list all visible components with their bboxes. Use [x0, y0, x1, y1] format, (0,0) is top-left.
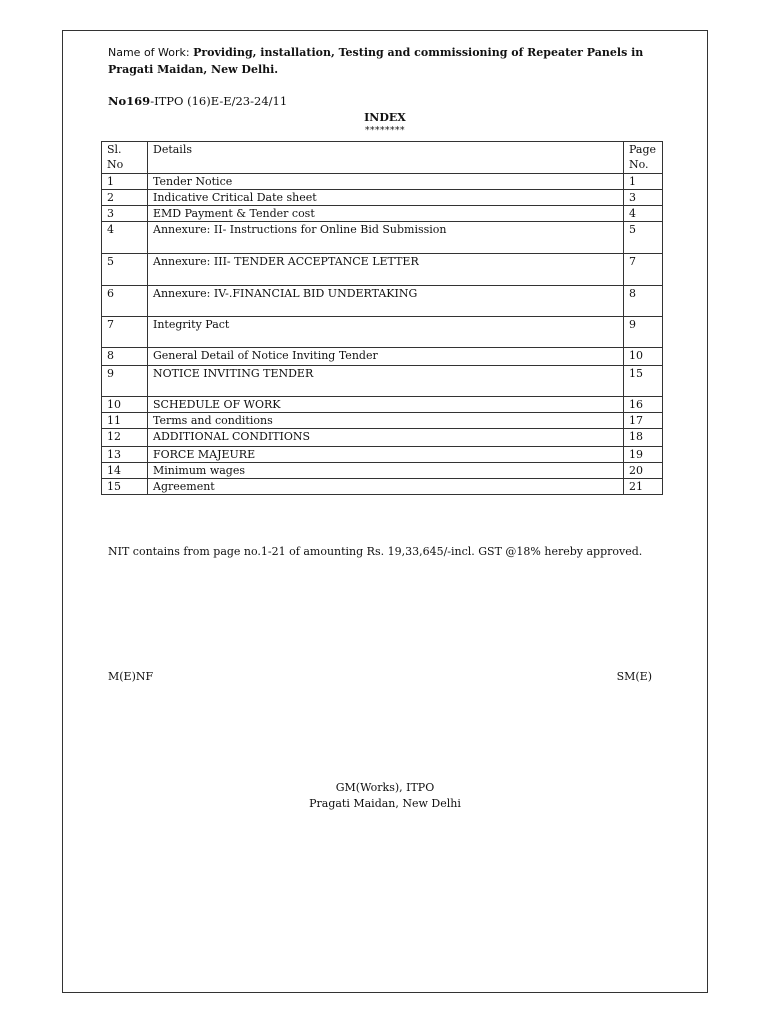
- signature-right: SM(E): [616, 670, 652, 683]
- index-table: [101, 141, 663, 495]
- table-row: [102, 348, 663, 366]
- row-details: Annexure: IV-.FINANCIAL BID UNDERTAKING: [148, 286, 624, 317]
- row-details: NOTICE INVITING TENDER: [148, 366, 624, 397]
- row-sl: 9: [102, 366, 148, 397]
- table-row: [102, 479, 663, 495]
- document-page: [62, 30, 708, 993]
- row-sl: 11: [102, 413, 148, 429]
- row-details: FORCE MAJEURE: [148, 447, 624, 463]
- table-row: [102, 317, 663, 348]
- table-row: [102, 447, 663, 463]
- row-sl: 10: [102, 397, 148, 413]
- signature-center: [63, 780, 707, 812]
- row-page: 19: [624, 447, 663, 463]
- row-sl: 14: [102, 463, 148, 479]
- row-page: 17: [624, 413, 663, 429]
- row-page: 9: [624, 317, 663, 348]
- row-details: EMD Payment & Tender cost: [148, 206, 624, 222]
- row-sl: 8: [102, 348, 148, 366]
- signature-center-line1: GM(Works), ITPO: [335, 781, 435, 794]
- row-page: 4: [624, 206, 663, 222]
- table-row: [102, 366, 663, 397]
- row-page: 1: [624, 174, 663, 190]
- row-details: ADDITIONAL CONDITIONS: [148, 429, 624, 447]
- table-row: [102, 286, 663, 317]
- index-stars: ********: [365, 126, 405, 136]
- index-title: INDEX: [364, 111, 406, 124]
- row-page: 8: [624, 286, 663, 317]
- row-details: Terms and conditions: [148, 413, 624, 429]
- table-row: [102, 429, 663, 447]
- row-details: Tender Notice: [148, 174, 624, 190]
- row-page: 3: [624, 190, 663, 206]
- row-details: Indicative Critical Date sheet: [148, 190, 624, 206]
- row-details: Minimum wages: [148, 463, 624, 479]
- row-sl: 3: [102, 206, 148, 222]
- row-sl: 4: [102, 222, 148, 254]
- row-page: 7: [624, 254, 663, 286]
- table-row: [102, 463, 663, 479]
- row-sl: 6: [102, 286, 148, 317]
- row-details: Integrity Pact: [148, 317, 624, 348]
- table-row: [102, 174, 663, 190]
- row-details: Annexure: II- Instructions for Online Bid Submission: [148, 222, 624, 254]
- reference-number-rest: -ITPO (16)E-E/23-24/11: [150, 94, 288, 108]
- signature-left: M(E)NF: [108, 670, 154, 683]
- row-page: 16: [624, 397, 663, 413]
- table-row: [102, 190, 663, 206]
- name-of-work: [108, 44, 648, 78]
- approval-statement: NIT contains from page no.1-21 of amounting Rs. 19,33,645/-incl. GST @18% hereby approved.: [108, 545, 643, 558]
- work-label: Name of Work:: [108, 46, 190, 59]
- work-title-line1: Providing, installation, Testing and commissioning of Repeater Panels in: [193, 46, 644, 59]
- row-sl: 2: [102, 190, 148, 206]
- table-row: [102, 397, 663, 413]
- row-page: 5: [624, 222, 663, 254]
- header-details: Details: [148, 142, 624, 174]
- header-sl-no: Sl. No: [102, 142, 148, 174]
- row-sl: 1: [102, 174, 148, 190]
- reference-number-bold: No169: [108, 94, 151, 108]
- row-sl: 13: [102, 447, 148, 463]
- row-details: General Detail of Notice Inviting Tender: [148, 348, 624, 366]
- table-header-row: [102, 142, 663, 174]
- work-title-line2: Pragati Maidan, New Delhi.: [108, 63, 279, 76]
- reference-number: [108, 94, 287, 108]
- row-details: SCHEDULE OF WORK: [148, 397, 624, 413]
- row-sl: 15: [102, 479, 148, 495]
- signature-center-line2: Pragati Maidan, New Delhi: [309, 797, 461, 810]
- row-details: Agreement: [148, 479, 624, 495]
- row-details: Annexure: III- TENDER ACCEPTANCE LETTER: [148, 254, 624, 286]
- table-row: [102, 206, 663, 222]
- table-row: [102, 413, 663, 429]
- row-page: 15: [624, 366, 663, 397]
- row-sl: 5: [102, 254, 148, 286]
- row-page: 18: [624, 429, 663, 447]
- table-row: [102, 254, 663, 286]
- row-page: 21: [624, 479, 663, 495]
- table-row: [102, 222, 663, 254]
- row-sl: 12: [102, 429, 148, 447]
- header-page-no: Page No.: [624, 142, 663, 174]
- row-page: 20: [624, 463, 663, 479]
- row-sl: 7: [102, 317, 148, 348]
- row-page: 10: [624, 348, 663, 366]
